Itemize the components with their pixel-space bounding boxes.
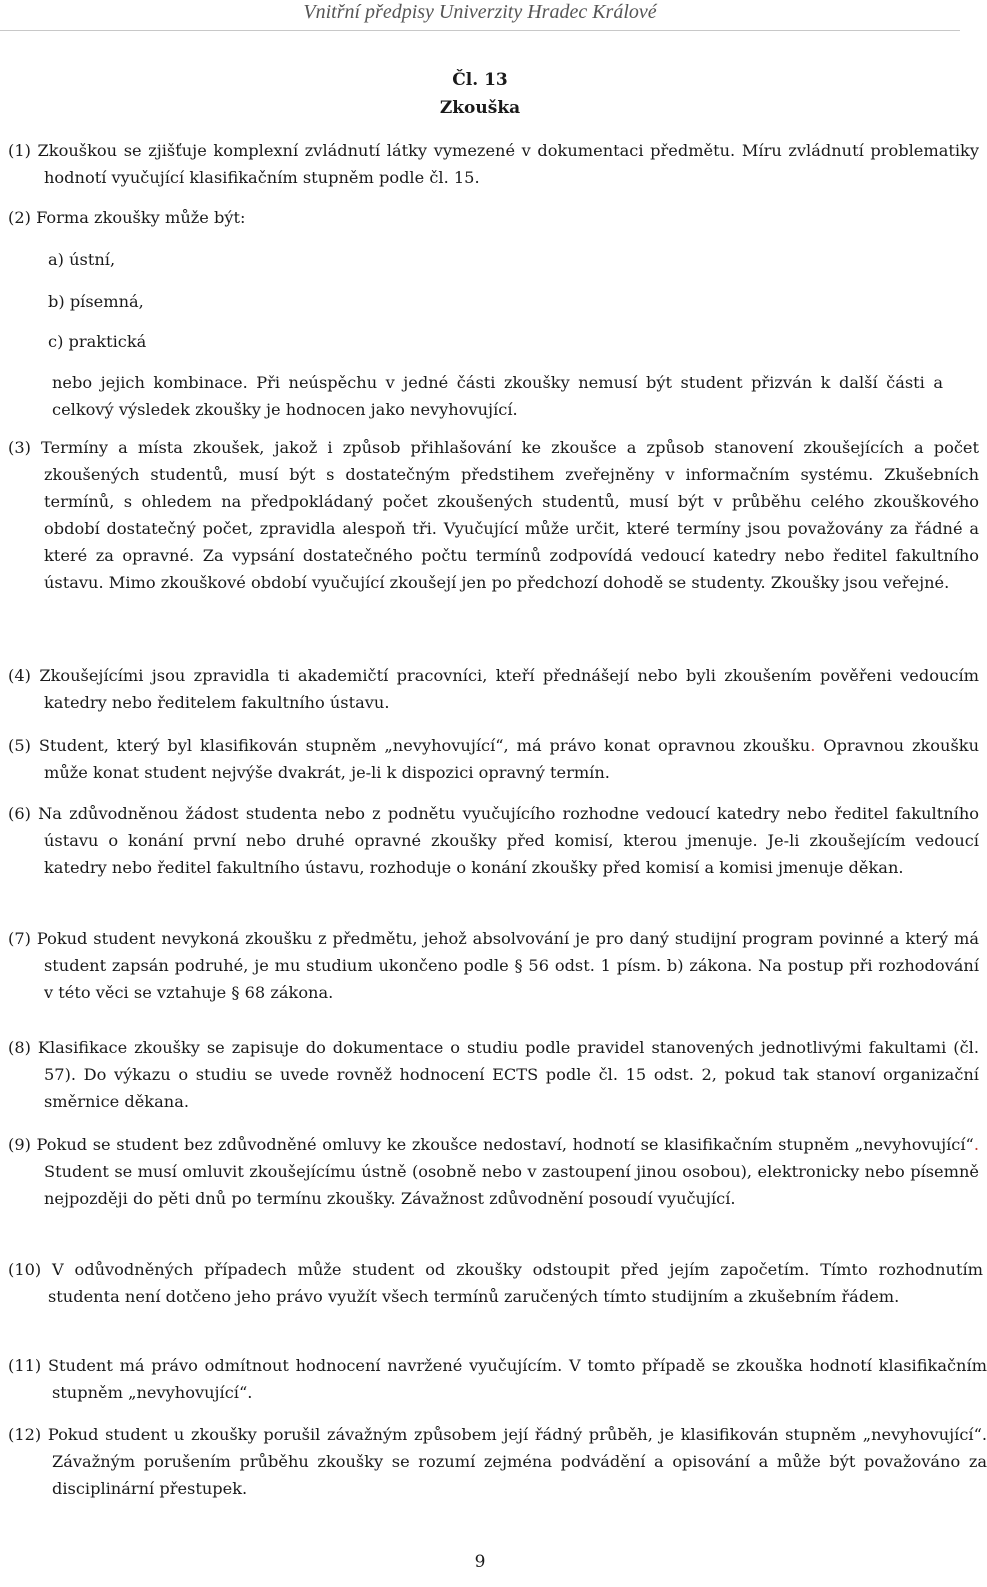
paragraph-5-text-b: Opravnou zkoušku může konat student nejvýše dvakrát, je-li k dispozici opravný termín. — [44, 736, 980, 782]
paragraph-5-text: (5) Student, který byl klasifikován stupněm „nevyhovující“, má právo konat opravnou zkoušku — [8, 736, 811, 755]
list-item-c: c) praktická — [48, 332, 147, 351]
header-title: Vnitřní předpisy Univerzity Hradec Králové — [303, 1, 657, 23]
paragraph-9-dot: . — [973, 1135, 979, 1154]
paragraph-5 — [8, 732, 979, 786]
paragraph-8: (8) Klasifikace zkoušky se zapisuje do dokumentace o studiu podle pravidel stanovených jednotlivými fakultami (čl. 57). Do výkazu o studiu se uvede rovněž hodnocení ECTS podle čl. 15 odst. 2, pokud tak stanoví organizační směrnice děkana. — [8, 1038, 979, 1111]
paragraph-6: (6) Na zdůvodněnou žádost studenta nebo z podnětu vyučujícího rozhodne vedoucí katedry nebo ředitel fakultního ústavu o konání první nebo druhé opravné zkoušky před komisí, kterou jmenuje. Je-li zkoušejícím vedoucí katedry nebo ředitel fakultního ústavu, rozhoduje o konání zkoušky před komisí a komisi jmenuje děkan. — [8, 804, 979, 877]
article-title: Zkouška — [439, 98, 521, 118]
list-item-b: b) písemná, — [48, 292, 144, 311]
paragraph-2-intro: (2) Forma zkoušky může být: — [8, 208, 246, 227]
article-number: Čl. 13 — [452, 70, 508, 90]
paragraph-9-text: (9) Pokud se student bez zdůvodněné omluvy ke zkoušce nedostaví, hodnotí se klasifikačním stupněm „nevyhovující“ — [8, 1135, 974, 1154]
paragraph-4: (4) Zkoušejícími jsou zpravidla ti akademičtí pracovníci, kteří přednášejí nebo byli zkoušením pověřeni vedoucím katedry nebo ředitelem fakultního ústavu. — [8, 666, 979, 712]
paragraph-1: (1) Zkouškou se zjišťuje komplexní zvládnutí látky vymezené v dokumentaci předmětu. Míru zvládnutí problematiky hodnotí vyučující klasifikačním stupněm podle čl. 15. — [8, 141, 979, 187]
paragraph-11: (11) Student má právo odmítnout hodnocení navržené vyučujícím. V tomto případě se zkouška hodnotí klasifikačním stupněm „nevyhovující“. — [8, 1356, 987, 1402]
list-item-a: a) ústní, — [48, 250, 116, 269]
page-number: 9 — [474, 1552, 486, 1572]
paragraph-9-text-b: Student se musí omluvit zkoušejícímu ústně (osobně nebo v zastoupení jinou osobou), elektronicky nebo písemně nejpozději do pěti dnů po termínu zkoušky. Závažnost zdůvodnění posoudí vyučující. — [44, 1162, 979, 1208]
paragraph-5-dot: . — [810, 736, 816, 755]
paragraph-3: (3) Termíny a místa zkoušek, jakož i způsob přihlašování ke zkoušce a způsob stanovení zkoušejících a počet zkoušených studentů, musí být s dostatečným předstihem zveřejněny v informačním systému. Zkušebních termínů, s ohledem na předpokládaný počet zkoušených studentů, musí být v průběhu celého zkouškového období dostatečný počet, zpravidla alespoň tři. Vyučující může určit, které termíny jsou považovány za řádné a které za opravné. Za vypsání dostatečného počtu termínů zodpovídá vedoucí katedry nebo ředitel fakultního ústavu. Mimo zkouškové období vyučující zkoušejí jen po předchozí dohodě se studenty. Zkoušky jsou veřejné. — [8, 438, 979, 592]
paragraph-7: (7) Pokud student nevykoná zkoušku z předmětu, jehož absolvování je pro daný studijní program povinné a který má student zapsán podruhé, je mu studium ukončeno podle § 56 odst. 1 písm. b) zákona. Na postup při rozhodování v této věci se vztahuje § 68 zákona. — [8, 929, 979, 1002]
paragraph-2-tail: nebo jejich kombinace. Při neúspěchu v jedné části zkoušky nemusí být student přizván k další části a celkový výsledek zkoušky je hodnocen jako nevyhovující. — [52, 373, 943, 419]
paragraph-9 — [8, 1131, 979, 1212]
paragraph-10: (10) V odůvodněných případech může student od zkoušky odstoupit před jejím započetím. Tímto rozhodnutím studenta není dotčeno jeho právo využít všech termínů zaručených tímto studijním a zkušebním řádem. — [8, 1260, 983, 1306]
paragraph-12: (12) Pokud student u zkoušky porušil závažným způsobem její řádný průběh, je klasifikován stupněm „nevyhovující“. Závažným porušením průběhu zkoušky se rozumí zejména podvádění a opisování a může být považováno za disciplinární přestupek. — [8, 1425, 987, 1498]
page-header — [0, 0, 960, 31]
